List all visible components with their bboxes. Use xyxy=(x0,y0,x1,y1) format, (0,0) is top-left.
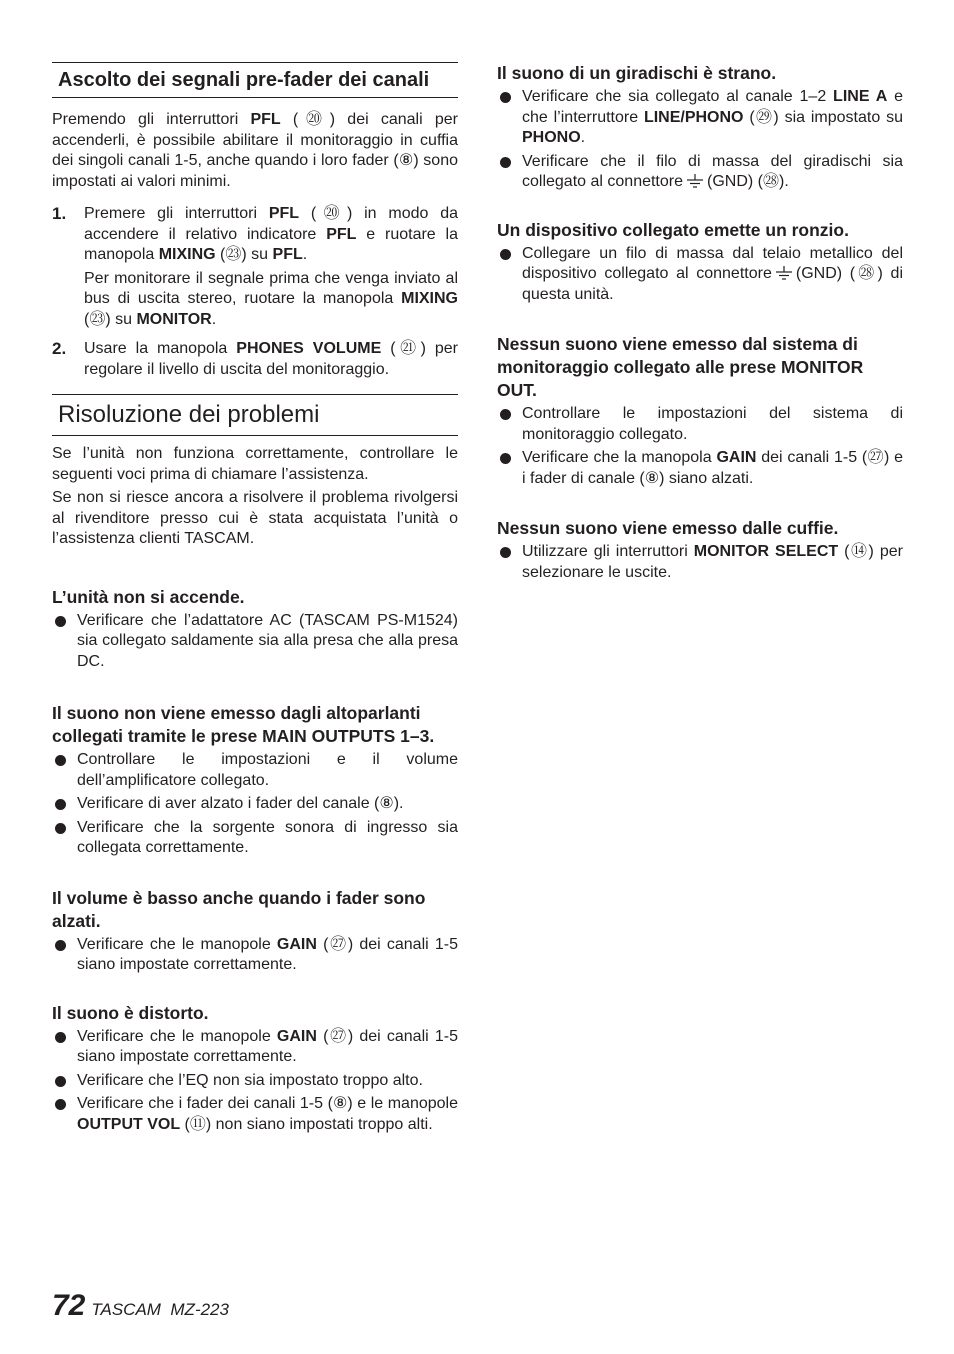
bullet-icon xyxy=(500,453,511,464)
problem-list-no-headphone-sound xyxy=(497,542,903,583)
list-item: Utilizzare gli interruttori MONITOR SELECT (⑭) per selezionare le uscite. xyxy=(497,542,903,583)
page-number: 72 xyxy=(52,1289,86,1322)
problem-list-hum xyxy=(497,244,903,306)
problem-title-no-monitor-sound: Nessun suono viene emesso dal sistema di monitoraggio collegato alle prese MONITOR OUT. xyxy=(497,334,864,400)
bullet-icon xyxy=(55,755,66,766)
problem-title-no-speaker-sound: Il suono non viene emesso dagli altoparlanti collegati tramite le prese MAIN OUTPUTS 1–3. xyxy=(52,703,435,746)
pfl-intro: Premendo gli interruttori PFL (⑳) dei canali per accenderli, è possibile abilitare il monitoraggio in cuffia dei singoli canali 1-5, anche quando i loro fader (⑧) sono impostati ai valori minimi. xyxy=(52,111,458,190)
problem-title-no-power: L’unità non si accende. xyxy=(52,586,245,607)
bullet-icon xyxy=(55,940,66,951)
bullet-icon xyxy=(55,823,66,834)
bullet-icon xyxy=(500,157,511,168)
ground-symbol-icon xyxy=(686,174,704,188)
problem-list-no-monitor-sound xyxy=(497,404,903,489)
bullet-icon xyxy=(500,249,511,260)
list-item: Verificare che la sorgente sonora di ingresso sia collegata correttamente. xyxy=(52,818,458,859)
list-item: Controllare le impostazioni del sistema di monitoraggio collegato. xyxy=(497,404,903,445)
bullet-icon xyxy=(55,616,66,627)
problem-list-distorted xyxy=(52,1027,458,1136)
section-header-pfl xyxy=(52,62,458,98)
list-item: Verificare che le manopole GAIN (㉗) dei canali 1-5 siano impostate correttamente. xyxy=(52,1027,458,1068)
list-item: Verificare che il filo di massa del giradischi sia collegato al connettore (GND) (㉘). xyxy=(497,152,903,193)
section-header-troubleshooting xyxy=(52,394,458,436)
list-item: Collegare un filo di massa dal telaio metallico del dispositivo collegato al connettore (GND) (㉘) di questa unità. xyxy=(497,244,903,306)
bullet-icon xyxy=(55,1076,66,1087)
bullet-icon xyxy=(500,92,511,103)
pfl-steps xyxy=(52,204,458,380)
list-item: Verificare che le manopole GAIN (㉗) dei canali 1-5 siano impostate correttamente. xyxy=(52,935,458,976)
bullet-icon xyxy=(55,1032,66,1043)
list-item: Verificare che sia collegato al canale 1–2 LINE A e che l’interruttore LINE/PHONO (㉙) sia impostato su PHONO. xyxy=(497,87,903,149)
list-item: Verificare di aver alzato i fader del canale (⑧). xyxy=(52,794,458,815)
step-number: 1. xyxy=(52,204,67,223)
right-column xyxy=(497,62,903,586)
problem-list-turntable xyxy=(497,87,903,193)
problem-list-no-speaker-sound xyxy=(52,750,458,859)
section-title-pfl: Ascolto dei segnali pre-fader dei canali xyxy=(58,69,430,91)
bullet-icon xyxy=(500,409,511,420)
step-2-text: Usare la manopola PHONES VOLUME (㉑) per regolare il livello di uscita del monitoraggio. xyxy=(84,340,458,378)
list-item: Controllare le impostazioni e il volume dell’amplificatore collegato. xyxy=(52,750,458,791)
left-column xyxy=(52,62,458,1138)
problem-list-no-power xyxy=(52,611,458,673)
problem-title-distorted: Il suono è distorto. xyxy=(52,1002,209,1023)
step-number: 2. xyxy=(52,339,67,358)
page-footer xyxy=(52,1288,229,1324)
trouble-intro-1: Se l’unità non funziona correttamente, controllare le seguenti voci prima di chiamare l’assistenza. xyxy=(52,445,458,483)
step-1 xyxy=(52,204,458,330)
problem-title-no-headphone-sound: Nessun suono viene emesso dalle cuffie. xyxy=(497,518,839,538)
problem-list-low-volume xyxy=(52,935,458,976)
problem-title-hum: Un dispositivo collegato emette un ronzio. xyxy=(497,219,849,240)
step-2 xyxy=(52,339,458,380)
bullet-icon xyxy=(500,547,511,558)
step-1-text: Premere gli interruttori PFL (⑳) in modo da accendere il relativo indicatore PFL e ruotare la manopola MIXING (㉓) su PFL. xyxy=(84,205,459,263)
section-title-troubleshooting: Risoluzione dei problemi xyxy=(58,401,320,428)
trouble-intro-2: Se non si riesce ancora a risolvere il problema rivolgersi al rivenditore presso cui è stata acquistata l’unità o l’assistenza clienti TASCAM. xyxy=(52,489,458,547)
list-item: Verificare che i fader dei canali 1-5 (⑧) e le manopole OUTPUT VOL (⑪) non siano impostati troppo alti. xyxy=(52,1094,458,1135)
step-1-note: Per monitorare il segnale prima che venga inviato al bus di uscita stereo, ruotare la manopola MIXING (㉓) su MONITOR. xyxy=(84,269,458,328)
bullet-icon xyxy=(55,1099,66,1110)
problem-title-turntable: Il suono di un giradischi è strano. xyxy=(497,63,777,83)
bullet-icon xyxy=(55,799,66,810)
problem-title-low-volume: Il volume è basso anche quando i fader sono alzati. xyxy=(52,887,426,931)
ground-symbol-icon xyxy=(775,266,793,280)
list-item: Verificare che l’EQ non sia impostato troppo alto. xyxy=(52,1071,458,1092)
list-item: Verificare che la manopola GAIN dei canali 1-5 (㉗) e i fader di canale (⑧) siano alzati. xyxy=(497,448,903,489)
product-name: TASCAM MZ-223 xyxy=(91,1300,229,1319)
list-item: Verificare che l’adattatore AC (TASCAM PS-M1524) sia collegato saldamente sia alla presa che alla presa DC. xyxy=(52,611,458,673)
